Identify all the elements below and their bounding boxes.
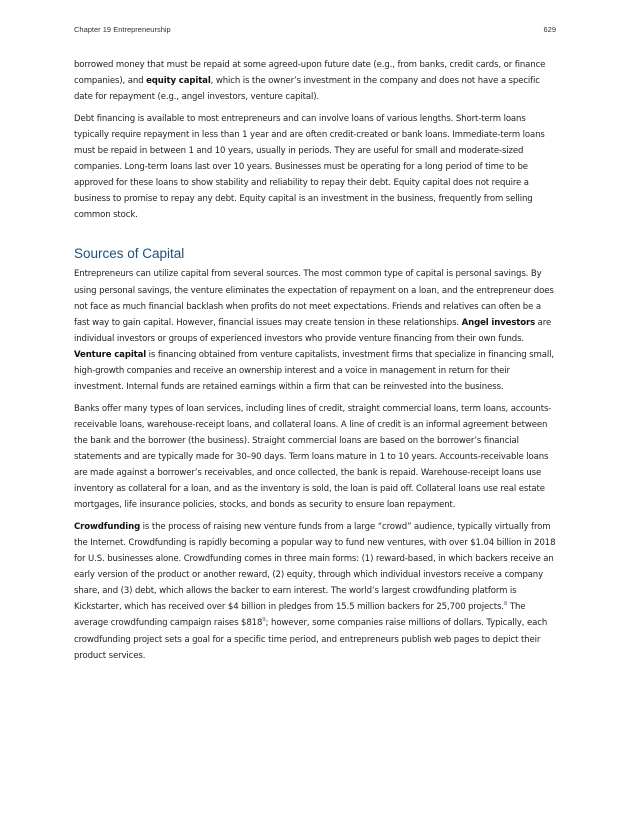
page-header — [74, 25, 556, 37]
paragraph-equity-intro — [74, 57, 556, 105]
footnote-link-8[interactable]: 8 — [503, 601, 508, 608]
text-run: , which is the owner’s investment in the company and does not have a specific date for repayment (e.g., angel investors, venture capital). — [74, 76, 540, 103]
text-run: borrowed money that must be repaid at some agreed-upon future date (e.g., from banks, credit cards, or finance companies), and — [74, 60, 546, 87]
paragraph-bank-loans: Banks offer many types of loan services, including lines of credit, straight commercial loans, term loans, accounts-receivable loans, warehouse-receipt loans, and collateral loans. A line of credit is an informal agreement between the bank and the borrower (the business). Straight commercial loans are based on the borrower’s financial statements and are typically made for 30–90 days. Term loans mature in 1 to 10 years. Accounts-receivable loans are made against a borrower’s receivables, and once collected, the bank is repaid. Warehouse-receipt loans use inventory as collateral for a loan, and as the inventory is sold, the loan is paid off. Collateral loans use real estate mortgages, life insurance policies, stocks, and bonds as security to ensure loan repayment. — [74, 403, 552, 511]
text-run: The average crowdfunding campaign raises $818 — [74, 602, 526, 629]
section-heading: Sources of Capital — [74, 246, 185, 262]
term-angel-investors: Angel investors — [461, 317, 536, 328]
term-equity-capital: equity capital — [146, 76, 211, 87]
text-run: is the process of raising new venture funds from a large “crowd” audience, typically virtually from the Internet. Crowdfunding is rapidly becoming a popular way to fund new ventures, with over $1.04 billion in 2018 for U.S. businesses alone. Crowdfunding comes in three main forms: (1) reward-based, in which backers receive an early version of the product or another reward, (2) equity, through which individual investors receive a company share, and (3) debt, which allows the backer to earn interest. The world’s largest crowdfunding platform is Kickstarter, which has received over $4 billion in pledges from 15.5 million backers for 25,700 projects. — [74, 521, 556, 613]
text-run: is financing obtained from venture capitalists, investment firms that specialize in financing small, high-growth companies and receive an ownership interest and a voice in management in return for their investment. Internal funds are retained earnings within a firm that can be reinvested into the business. — [74, 349, 554, 393]
text-run: Entrepreneurs can utilize capital from several sources. The most common type of capital is personal savings. By using personal savings, the venture eliminates the expectation of repayment on a loan, and the entrepreneur does not face as much financial backlash when profits do not meet expectations. Friends and relatives can often be a fast way to gain capital. However, financial issues may create tension in these relationships. — [74, 269, 554, 328]
term-crowdfunding: Crowdfunding — [74, 521, 141, 532]
paragraph-sources — [74, 266, 556, 395]
term-venture-capital: Venture capital — [74, 349, 147, 360]
text-run: ; however, some companies raise millions of dollars. Typically, each crowdfunding project sets a goal for a specific time period, and entrepreneurs publish web pages to depict their product services. — [74, 618, 548, 661]
paragraph-crowdfunding — [74, 519, 556, 664]
text-run: are individual investors or groups of experienced investors who provide venture financing from their own funds. — [74, 317, 552, 344]
page-content — [74, 57, 556, 669]
page-number: 629 — [543, 25, 556, 34]
chapter-title: Chapter 19 Entrepreneurship — [74, 25, 171, 34]
footnote-link-9[interactable]: 9 — [262, 617, 266, 624]
paragraph-debt-financing: Debt financing is available to most entrepreneurs and can involve loans of various lengths. Short-term loans typically require repayment in less than 1 year and are often credit-created or bank loans. Immediate-term loans must be repaid in between 1 and 10 years, usually in periods. They are useful for small and moderate-sized companies. Long-term loans last over 10 years. Businesses must be operating for a long period of time to be approved for these loans to show stability and reliability to repay their debt. Equity capital does not require a business to promise to repay any debt. Equity capital is an investment in the business, frequently from selling common stock. — [74, 113, 545, 221]
